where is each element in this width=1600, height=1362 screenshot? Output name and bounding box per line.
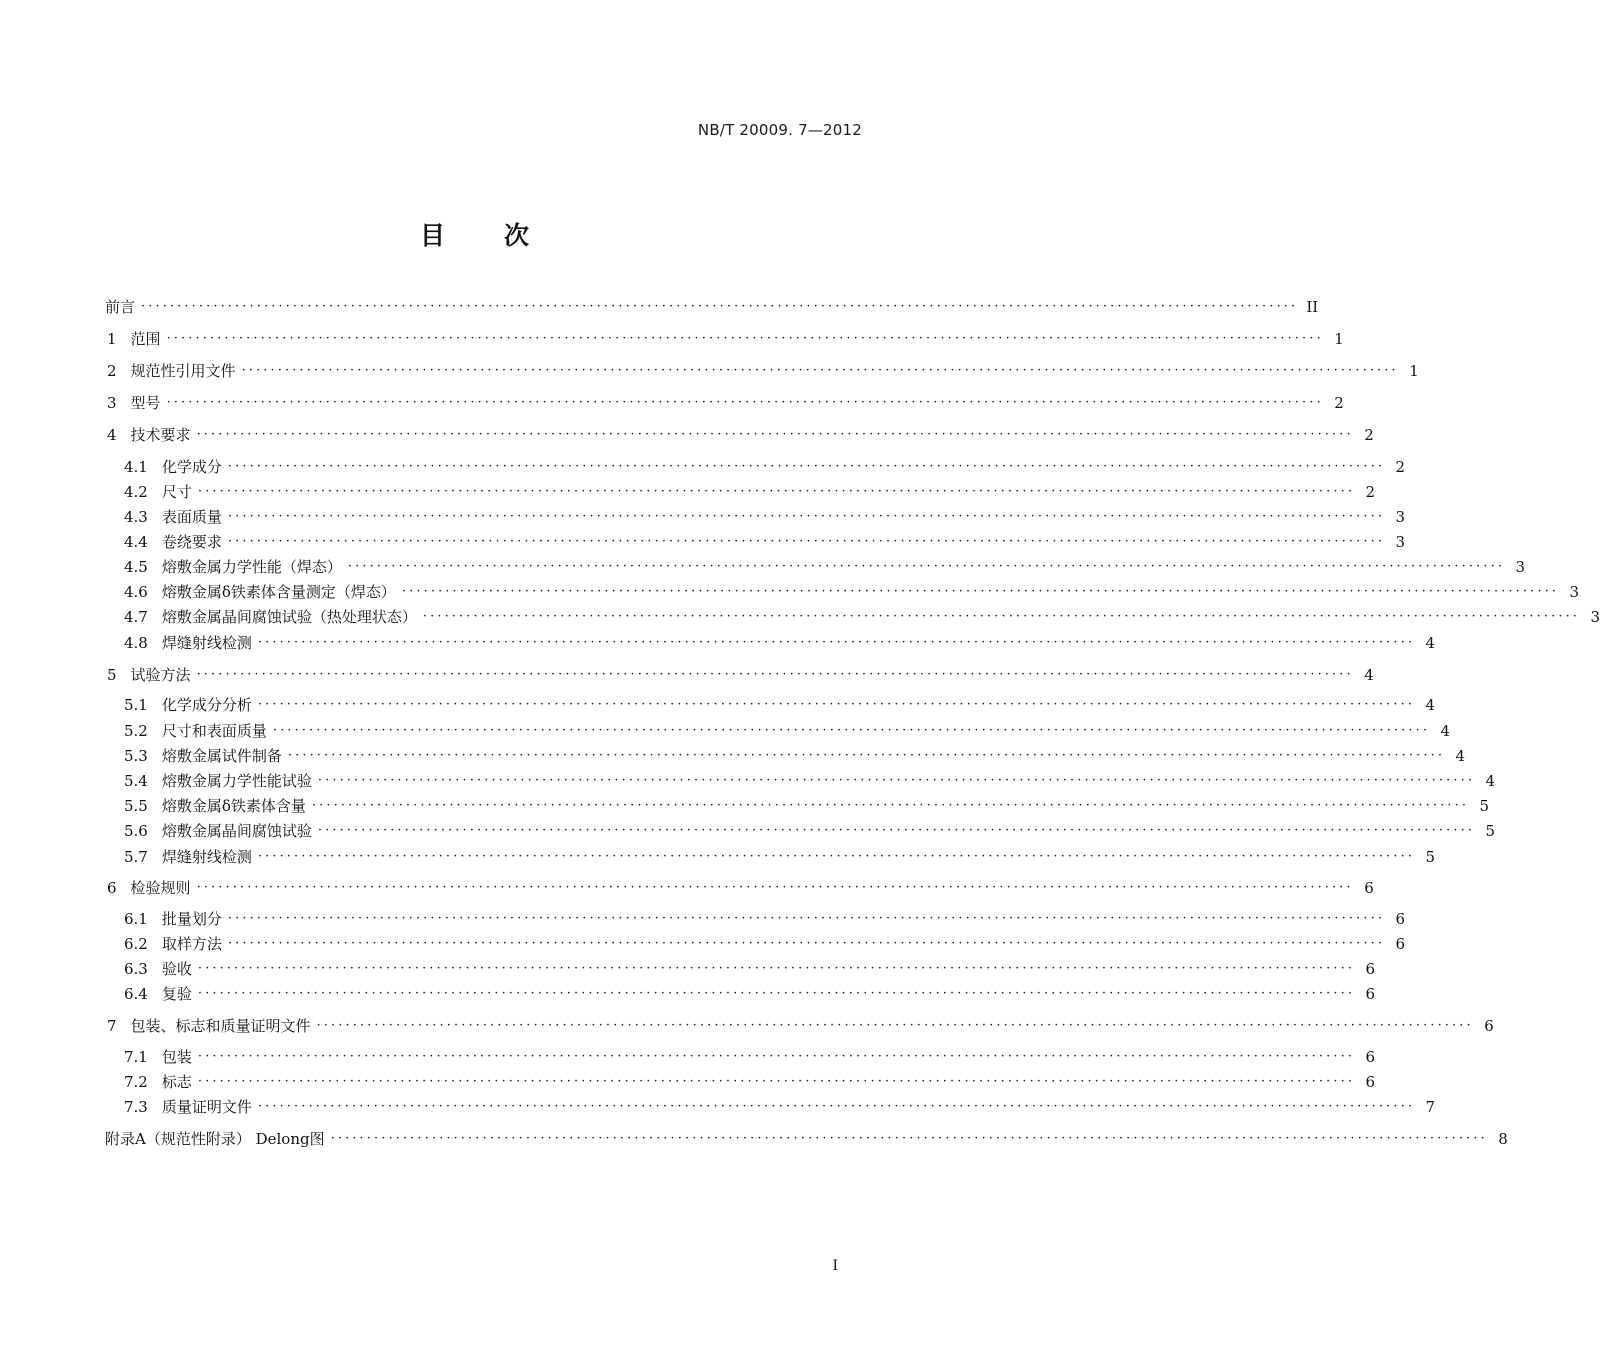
- toc-entry[interactable]: [124, 745, 1466, 767]
- toc-entry-label: 前言: [105, 298, 136, 316]
- toc-entry-label: 熔敷金属晶间腐蚀试验: [161, 822, 312, 840]
- toc-entry-number: 6: [107, 879, 117, 897]
- toc-entry[interactable]: [124, 820, 1496, 842]
- toc-entry-page: 5: [1425, 848, 1436, 866]
- toc-leader-dots: ································································································································································: [197, 1074, 1356, 1089]
- toc-leader-dots: ································································································································································: [197, 1049, 1356, 1064]
- document-code: NB/T 20009. 7—2012: [697, 121, 862, 139]
- toc-entry-label: 范围: [130, 330, 161, 348]
- toc-entry-label: 表面质量: [161, 508, 222, 526]
- toc-leader-dots: ································································································································································: [227, 509, 1386, 524]
- toc-entry-number: 7.3: [124, 1098, 148, 1116]
- toc-entry-number: 5.7: [124, 848, 148, 866]
- toc-entry[interactable]: [124, 606, 1600, 628]
- toc-leader-dots: ································································································································································: [196, 880, 1354, 895]
- toc-entry[interactable]: [124, 846, 1436, 868]
- toc-entry-label: 取样方法: [161, 935, 222, 953]
- page-number: I: [832, 1258, 838, 1274]
- toc-entry-label: 熔敷金属力学性能试验: [161, 772, 312, 790]
- toc-entry[interactable]: [124, 1046, 1376, 1068]
- toc-entry-label: 型号: [130, 394, 161, 412]
- toc-entry-page: 6: [1364, 879, 1374, 897]
- toc-entry[interactable]: [107, 392, 1344, 414]
- toc-leader-dots: ································································································································································: [196, 427, 1354, 442]
- toc-entry-number: 6.2: [124, 935, 148, 953]
- toc-entry-label: 化学成分分析: [161, 696, 252, 714]
- toc-entry[interactable]: [124, 1071, 1376, 1093]
- toc-entry[interactable]: [124, 694, 1436, 716]
- toc-entry-page: 6: [1365, 1073, 1376, 1091]
- toc-entry[interactable]: [107, 360, 1419, 382]
- toc-entry-number: 6.4: [124, 985, 148, 1003]
- toc-leader-dots: ································································································································································: [196, 667, 1354, 682]
- toc-entry-page: 4: [1425, 696, 1436, 714]
- toc-entry-number: 4.8: [124, 634, 148, 652]
- toc-entry-number: 5.3: [124, 747, 148, 765]
- toc-entry-page: 4: [1455, 747, 1466, 765]
- toc-entry-page: 6: [1484, 1017, 1494, 1035]
- toc-entry-label: 焊缝射线检测: [161, 634, 252, 652]
- toc-entry-number: 5.6: [124, 822, 148, 840]
- toc-leader-dots: ································································································································································: [227, 459, 1386, 474]
- toc-entry[interactable]: [124, 1096, 1436, 1118]
- toc-leader-dots: ································································································································································: [330, 1131, 1488, 1146]
- toc-entry-label: 验收: [161, 960, 192, 978]
- toc-entry-page: 7: [1425, 1098, 1436, 1116]
- toc-entry-page: 2: [1334, 394, 1344, 412]
- toc-entry-page: 3: [1569, 583, 1580, 601]
- toc-entry[interactable]: [124, 556, 1526, 578]
- toc-entry[interactable]: [124, 506, 1406, 528]
- toc-entry-label: 熔敷金属晶间腐蚀试验（热处理状态）: [161, 608, 417, 626]
- toc-entry[interactable]: [107, 664, 1374, 686]
- toc-leader-dots: ································································································································································: [197, 961, 1356, 976]
- toc-leader-dots: ································································································································································: [287, 748, 1446, 763]
- toc-entry-number: 5.4: [124, 772, 148, 790]
- toc-entry-number: 5.2: [124, 722, 148, 740]
- toc-entry-page: 3: [1395, 508, 1406, 526]
- toc-leader-dots: ································································································································································: [227, 936, 1386, 951]
- toc-entry[interactable]: [107, 1015, 1494, 1037]
- toc-entry-page: 2: [1395, 458, 1406, 476]
- toc-entry-number: 6.1: [124, 910, 148, 928]
- toc-entry-number: 7.2: [124, 1073, 148, 1091]
- toc-entry[interactable]: [124, 481, 1376, 503]
- toc-entry-label: 规范性引用文件: [130, 362, 236, 380]
- toc-entry[interactable]: [124, 983, 1376, 1005]
- toc-entry[interactable]: [124, 908, 1406, 930]
- toc-leader-dots: ································································································································································: [257, 849, 1416, 864]
- toc-entry-number: 7: [107, 1017, 117, 1035]
- toc-entry-number: 4.1: [124, 458, 148, 476]
- toc-entry-label: 熔敷金属力学性能（焊态）: [161, 558, 342, 576]
- toc-entry[interactable]: [124, 632, 1436, 654]
- toc-title-right: 次: [504, 221, 531, 250]
- toc-entry-label: 包装: [161, 1048, 192, 1066]
- toc-title-left: 目: [419, 221, 446, 250]
- toc-leader-dots: ································································································································································: [257, 1099, 1416, 1114]
- toc-entry-number: 2: [107, 362, 117, 380]
- toc-entry[interactable]: [107, 877, 1374, 899]
- toc-entry-number: 4.2: [124, 483, 148, 501]
- toc-entry-page: 1: [1334, 330, 1344, 348]
- toc-entry-label: 熔敷金属试件制备: [161, 747, 282, 765]
- toc-entry-label: 焊缝射线检测: [161, 848, 252, 866]
- toc-entry-page: II: [1306, 298, 1319, 316]
- toc-leader-dots: ································································································································································: [166, 395, 1324, 410]
- toc-entry-label: 试验方法: [130, 666, 191, 684]
- toc-entry-number: 7.1: [124, 1048, 148, 1066]
- toc-entry[interactable]: [124, 933, 1406, 955]
- toc-leader-dots: ································································································································································: [317, 823, 1476, 838]
- toc-entry-page: 6: [1395, 935, 1406, 953]
- toc-entry-page: 8: [1498, 1130, 1508, 1148]
- toc-leader-dots: ································································································································································: [166, 331, 1324, 346]
- toc-entry-label: 包装、标志和质量证明文件: [130, 1017, 311, 1035]
- toc-entry-number: 3: [107, 394, 117, 412]
- toc-entry-page: 3: [1515, 558, 1526, 576]
- toc-leader-dots: ································································································································································: [317, 773, 1476, 788]
- toc-leader-dots: ································································································································································: [401, 584, 1560, 599]
- toc-entry[interactable]: [124, 795, 1490, 817]
- toc-leader-dots: ································································································································································: [311, 798, 1470, 813]
- toc-entry[interactable]: [124, 770, 1496, 792]
- toc-entry[interactable]: [107, 328, 1344, 350]
- toc-entry-number: 4: [107, 426, 117, 444]
- toc-entry-number: 4.6: [124, 583, 148, 601]
- toc-entry-number: 1: [107, 330, 117, 348]
- toc-entry[interactable]: [105, 1128, 1508, 1150]
- toc-leader-dots: ································································································································································: [316, 1018, 1474, 1033]
- toc-entry-number: 6.3: [124, 960, 148, 978]
- toc-leader-dots: ································································································································································: [197, 986, 1356, 1001]
- toc-entry-label: 标志: [161, 1073, 192, 1091]
- toc-entry-number: 4.5: [124, 558, 148, 576]
- toc-entry-label: 熔敷金属δ铁素体含量: [161, 797, 306, 815]
- toc-entry-number: 5.5: [124, 797, 148, 815]
- toc-entry-page: 4: [1425, 634, 1436, 652]
- toc-entry-page: 4: [1364, 666, 1374, 684]
- toc-entry-label: 技术要求: [130, 426, 191, 444]
- toc-leader-dots: ································································································································································: [347, 559, 1506, 574]
- toc-entry-number: 5: [107, 666, 117, 684]
- toc-entry[interactable]: [124, 720, 1451, 742]
- toc-leader-dots: ································································································································································: [227, 534, 1386, 549]
- toc-leader-dots: ································································································································································: [141, 299, 1299, 314]
- toc-leader-dots: ································································································································································: [257, 697, 1416, 712]
- toc-leader-dots: ································································································································································: [257, 635, 1416, 650]
- toc-entry-label: 尺寸和表面质量: [161, 722, 267, 740]
- toc-entry[interactable]: [124, 958, 1376, 980]
- toc-entry-page: 6: [1365, 1048, 1376, 1066]
- toc-entry-page: 5: [1485, 822, 1496, 840]
- toc-entry-page: 6: [1395, 910, 1406, 928]
- toc-entry-label: 批量划分: [161, 910, 222, 928]
- toc-entry-number: 4.4: [124, 533, 148, 551]
- toc-entry-number: 4.3: [124, 508, 148, 526]
- toc-entry[interactable]: [124, 456, 1406, 478]
- toc-leader-dots: ································································································································································: [422, 609, 1581, 624]
- toc-entry-page: 2: [1364, 426, 1374, 444]
- toc-entry-page: 6: [1365, 960, 1376, 978]
- toc-entry-page: 1: [1409, 362, 1419, 380]
- toc-entry[interactable]: [105, 296, 1319, 318]
- toc-entry[interactable]: [107, 424, 1374, 446]
- toc-entry-label: 检验规则: [130, 879, 191, 897]
- toc-entry-page: 5: [1479, 797, 1490, 815]
- toc-leader-dots: ································································································································································: [227, 911, 1386, 926]
- toc-entry-number: 5.1: [124, 696, 148, 714]
- toc-entry-label: 尺寸: [161, 483, 192, 501]
- toc-entry-page: 4: [1485, 772, 1496, 790]
- toc-entry[interactable]: [124, 581, 1580, 603]
- toc-entry-label: 卷绕要求: [161, 533, 222, 551]
- toc-entry-page: 4: [1440, 722, 1451, 740]
- toc-entry-label: 质量证明文件: [161, 1098, 252, 1116]
- toc-entry[interactable]: [124, 531, 1406, 553]
- toc-entry-label: 附录A（规范性附录） Delong图: [105, 1130, 325, 1148]
- toc-entry-page: 3: [1395, 533, 1406, 551]
- toc-entry-page: 3: [1590, 608, 1600, 626]
- toc-entry-page: 6: [1365, 985, 1376, 1003]
- toc-leader-dots: ································································································································································: [241, 363, 1399, 378]
- toc-entry-label: 熔敷金属δ铁素体含量测定（焊态）: [161, 583, 396, 601]
- toc-entry-label: 复验: [161, 985, 192, 1003]
- toc-leader-dots: ································································································································································: [197, 484, 1356, 499]
- toc-entry-number: 4.7: [124, 608, 148, 626]
- toc-entry-label: 化学成分: [161, 458, 222, 476]
- toc-leader-dots: ································································································································································: [272, 723, 1431, 738]
- toc-entry-page: 2: [1365, 483, 1376, 501]
